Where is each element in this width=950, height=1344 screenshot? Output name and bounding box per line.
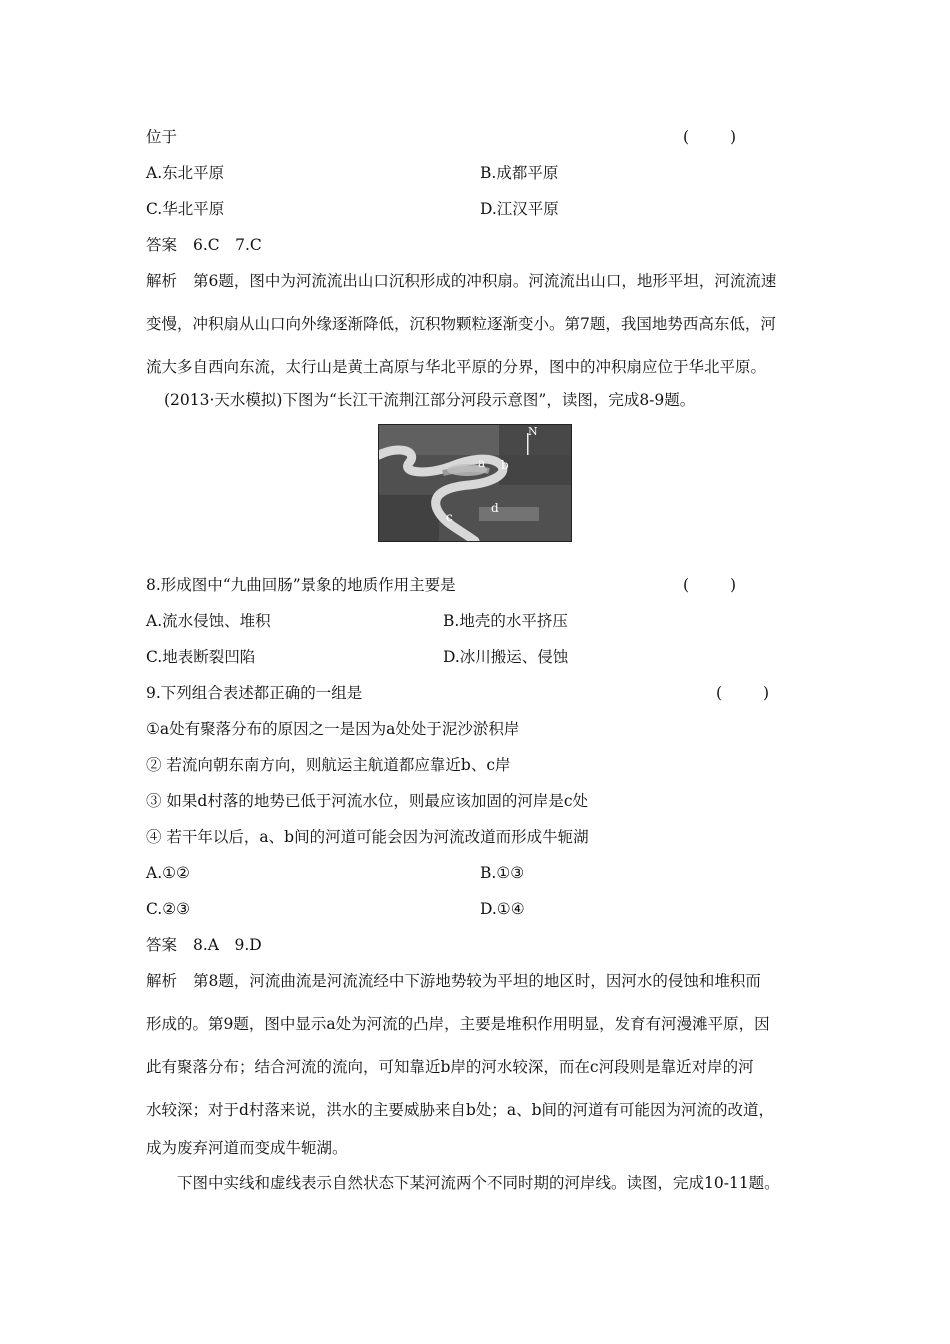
explanation-label: 解析 <box>146 972 178 990</box>
q9-option-d: D.①④ <box>480 900 525 918</box>
q9-item-2: ② 若流向朝东南方向，则航运主航道都应靠近b、c岸 <box>146 756 511 774</box>
q9-item-4: ④ 若干年以后，a、b间的河道可能会因为河流改道而形成牛轭湖 <box>146 828 589 846</box>
explanation-line: 此有聚落分布；结合河流的流向，可知靠近b岸的河水较深，而在c河段则是靠近对岸的河 <box>146 1058 754 1076</box>
q9-item-1: ①a处有聚落分布的原因之一是因为a处处于泥沙淤积岸 <box>146 720 520 738</box>
q9-option-c: C.②③ <box>146 900 191 918</box>
q7-option-d: D.江汉平原 <box>480 200 559 218</box>
answer-text: 6.C 7.C <box>193 236 262 254</box>
q9-option-b: B.①③ <box>480 864 525 882</box>
q9-stem: 9.下列组合表述都正确的一组是 <box>146 684 363 702</box>
explanation-line: 形成的。第9题，图中显示a处为河流的凸岸，主要是堆积作用明显，发育有河漫滩平原，因 <box>146 1015 770 1033</box>
q7-option-c: C.华北平原 <box>146 200 225 218</box>
north-arrow-label: N <box>528 425 538 438</box>
intro-q8-9: (2013·天水模拟)下图为“长江干流荆江部分河段示意图”，读图，完成8-9题。 <box>164 391 696 409</box>
q8-answer-bracket: ( ) <box>683 576 755 594</box>
q8-option-d: D.冰川搬运、侵蚀 <box>443 648 569 666</box>
q7-answer-bracket: ( ) <box>683 128 755 146</box>
q8-option-c: C.地表断裂凹陷 <box>146 648 256 666</box>
explanation-line: 变慢，冲积扇从山口向外缘逐渐降低，沉积物颗粒逐渐变小。第7题，我国地势西高东低，河 <box>146 315 776 333</box>
q8-stem: 8.形成图中“九曲回肠”景象的地质作用主要是 <box>146 576 456 594</box>
answer-label: 答案 <box>146 936 178 954</box>
q7-option-b: B.成都平原 <box>480 164 559 182</box>
intro-q10-11: 下图中实线和虚线表示自然状态下某河流两个不同时期的河岸线。读图，完成10-11题。 <box>177 1174 780 1192</box>
explanation-line: 第6题，图中为河流流出山口沉积形成的冲积扇。河流流出山口，地形平坦，河流流速 <box>193 272 777 290</box>
q8-option-a: A.流水侵蚀、堆积 <box>146 612 271 630</box>
q9-option-a: A.①② <box>146 864 190 882</box>
q9-answer-bracket: ( ) <box>716 684 788 702</box>
explanation-line: 流大多自西向东流，太行山是黄土高原与华北平原的分界，图中的冲积扇应位于华北平原。 <box>146 358 767 376</box>
answer-label: 答案 <box>146 236 178 254</box>
q8-option-b: B.地壳的水平挤压 <box>443 612 568 630</box>
explanation-line: 第8题，河流曲流是河流流经中下游地势较为平坦的地区时，因河水的侵蚀和堆积而 <box>193 972 761 990</box>
label-b: b <box>501 458 509 472</box>
answer-text: 8.A 9.D <box>193 936 262 954</box>
explanation-label: 解析 <box>146 272 178 290</box>
explanation-line: 水较深；对于d村落来说，洪水的主要威胁来自b处；a、b间的河道有可能因为河流的改道， <box>146 1101 775 1119</box>
q7-option-a: A.东北平原 <box>146 164 225 182</box>
label-d: d <box>491 501 499 515</box>
explanation-line: 成为废弃河道而变成牛轭湖。 <box>146 1139 348 1157</box>
q7-stem-end: 位于 <box>146 128 178 146</box>
river-photo <box>378 424 572 542</box>
label-a: a <box>478 456 486 470</box>
label-c: c <box>446 510 453 524</box>
q9-item-3: ③ 如果d村落的地势已低于河流水位，则最应该加固的河岸是c处 <box>146 792 589 810</box>
river-map-image <box>379 425 571 541</box>
